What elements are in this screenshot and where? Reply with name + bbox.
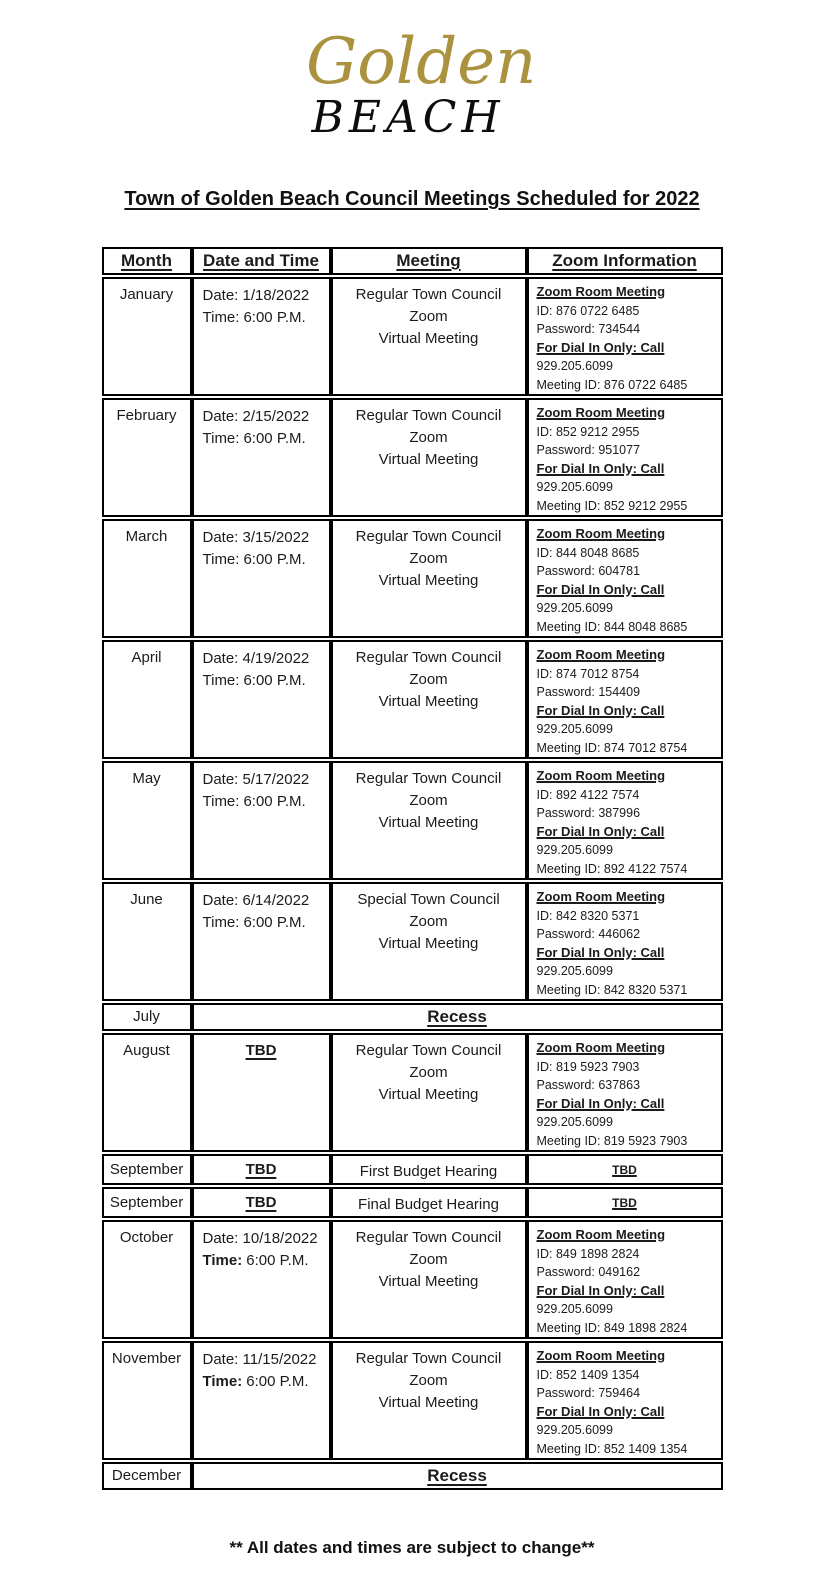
header-meeting: Meeting <box>331 247 527 275</box>
zoom-id: ID: 876 0722 6485 <box>536 303 640 318</box>
zoom-room-heading: Zoom Room Meeting <box>536 526 666 541</box>
zoom-id: ID: 852 1409 1354 <box>536 1367 640 1382</box>
zoom-id: ID: 844 8048 8685 <box>536 545 640 560</box>
zoom-room-heading: Zoom Room Meeting <box>536 889 666 904</box>
meeting-cell <box>331 882 527 1001</box>
zoom-room-heading: Zoom Room Meeting <box>536 284 666 299</box>
meeting-line1: Regular Town Council Zoom <box>355 770 502 809</box>
time-line <box>203 791 325 813</box>
month-cell: September <box>102 1187 192 1218</box>
date-tbd-cell: TBD <box>192 1154 331 1185</box>
zoom-id: ID: 852 9212 2955 <box>536 424 640 439</box>
time-label: Time: <box>202 551 240 568</box>
date-line: Date: 5/17/2022 <box>202 771 310 788</box>
zoom-info-cell <box>527 277 723 396</box>
zoom-meeting-id: Meeting ID: 874 7012 8754 <box>536 740 688 755</box>
subject-to-change-note: ** All dates and times are subject to change** <box>229 1538 595 1557</box>
table-row-april <box>102 640 723 759</box>
date-tbd-cell: TBD <box>192 1187 331 1218</box>
meeting-line1: Regular Town Council Zoom <box>355 407 502 446</box>
month-cell: October <box>102 1220 192 1339</box>
meeting-line2: Virtual Meeting <box>378 1086 479 1103</box>
month-cell: September <box>102 1154 192 1185</box>
date-line: Date: 4/19/2022 <box>202 650 310 667</box>
zoom-password: Password: 951077 <box>536 443 641 457</box>
zoom-info-cell <box>527 1341 723 1460</box>
zoom-meeting-id: Meeting ID: 842 8320 5371 <box>536 982 688 997</box>
logo-beach-caps: BEACH <box>311 92 505 143</box>
date-line: Date: 2/15/2022 <box>202 408 310 425</box>
meeting-cell <box>331 398 527 517</box>
meeting-line1: Special Town Council Zoom <box>357 891 500 930</box>
zoom-room-heading: Zoom Room Meeting <box>536 1348 666 1363</box>
zoom-tbd-cell: TBD <box>527 1154 723 1185</box>
time-line <box>203 307 325 329</box>
table-row-december-recess <box>102 1462 723 1490</box>
dial-in-heading: For Dial In Only: Call <box>536 460 665 476</box>
meeting-cell <box>331 640 527 759</box>
time-value: 6:00 P.M. <box>243 551 306 568</box>
time-line <box>203 428 325 450</box>
time-label: Time: <box>202 430 240 447</box>
time-label: Time: <box>202 914 240 931</box>
zoom-meeting-id: Meeting ID: 852 9212 2955 <box>536 498 688 513</box>
page-title: Town of Golden Beach Council Meetings Scheduled for 2022 <box>124 188 700 210</box>
meeting-cell <box>331 761 527 880</box>
zoom-meeting-id: Meeting ID: 892 4122 7574 <box>536 861 688 876</box>
date-line: Date: 1/18/2022 <box>202 287 310 304</box>
zoom-info-cell <box>527 761 723 880</box>
zoom-password: Password: 759464 <box>536 1386 641 1400</box>
zoom-password: Password: 387996 <box>536 806 641 820</box>
dial-in-phone: 929.205.6099 <box>536 722 613 736</box>
meeting-cell <box>331 1033 527 1152</box>
time-value: 6:00 P.M. <box>243 793 306 810</box>
date-line: Date: 11/15/2022 <box>202 1351 317 1368</box>
zoom-room-heading: Zoom Room Meeting <box>536 1040 666 1055</box>
dial-in-phone: 929.205.6099 <box>536 1115 613 1129</box>
table-row-february <box>102 398 723 517</box>
date-time-cell <box>192 1341 331 1460</box>
month-cell: April <box>102 640 192 759</box>
meeting-line2: Virtual Meeting <box>378 330 479 347</box>
zoom-meeting-id: Meeting ID: 844 8048 8685 <box>536 619 688 634</box>
date-line: Date: 6/14/2022 <box>202 892 310 909</box>
time-value: 6:00 P.M. <box>243 672 306 689</box>
zoom-info-cell <box>527 1220 723 1339</box>
zoom-tbd-cell: TBD <box>527 1187 723 1218</box>
town-logo <box>252 25 572 158</box>
meeting-cell <box>331 1341 527 1460</box>
dial-in-heading: For Dial In Only: Call <box>536 823 665 839</box>
meeting-line2: Virtual Meeting <box>378 935 479 952</box>
zoom-info-cell <box>527 640 723 759</box>
logo-golden-script: Golden <box>306 25 537 99</box>
zoom-password: Password: 604781 <box>536 564 641 578</box>
month-cell: March <box>102 519 192 638</box>
zoom-info-cell <box>527 519 723 638</box>
month-cell: August <box>102 1033 192 1152</box>
meeting-line2: Virtual Meeting <box>378 1394 479 1411</box>
date-time-cell <box>192 761 331 880</box>
meeting-cell: Final Budget Hearing <box>331 1187 527 1218</box>
meeting-line1: Regular Town Council Zoom <box>355 528 502 567</box>
zoom-id: ID: 874 7012 8754 <box>536 666 640 681</box>
time-value: 6:00 P.M. <box>243 309 306 326</box>
month-cell: January <box>102 277 192 396</box>
dial-in-phone: 929.205.6099 <box>536 359 613 373</box>
date-time-cell <box>192 519 331 638</box>
header-month: Month <box>102 247 192 275</box>
meeting-line2: Virtual Meeting <box>378 814 479 831</box>
table-row-june <box>102 882 723 1001</box>
table-row-january <box>102 277 723 396</box>
dial-in-phone: 929.205.6099 <box>536 1302 613 1316</box>
meeting-schedule-table <box>102 245 723 1492</box>
time-line <box>203 1250 325 1272</box>
time-value: 6:00 P.M. <box>243 430 306 447</box>
dial-in-heading: For Dial In Only: Call <box>536 339 665 355</box>
dial-in-heading: For Dial In Only: Call <box>536 1403 665 1419</box>
meeting-cell <box>331 277 527 396</box>
zoom-info-cell <box>527 1033 723 1152</box>
time-label: Time: <box>202 309 240 326</box>
header-date-time: Date and Time <box>192 247 331 275</box>
date-tbd-cell: TBD <box>192 1033 331 1152</box>
zoom-meeting-id: Meeting ID: 849 1898 2824 <box>536 1320 688 1335</box>
zoom-password: Password: 734544 <box>536 322 641 336</box>
time-line <box>203 549 325 571</box>
zoom-meeting-id: Meeting ID: 876 0722 6485 <box>536 377 688 392</box>
recess-cell: Recess <box>192 1003 723 1031</box>
zoom-room-heading: Zoom Room Meeting <box>536 647 666 662</box>
date-time-cell <box>192 398 331 517</box>
zoom-meeting-id: Meeting ID: 852 1409 1354 <box>536 1441 688 1456</box>
meeting-line2: Virtual Meeting <box>378 572 479 589</box>
month-cell: November <box>102 1341 192 1460</box>
date-line: Date: 10/18/2022 <box>202 1230 318 1247</box>
zoom-room-heading: Zoom Room Meeting <box>536 405 666 420</box>
zoom-id: ID: 842 8320 5371 <box>536 908 640 923</box>
table-row-may <box>102 761 723 880</box>
time-label: Time: <box>202 1373 243 1390</box>
dial-in-phone: 929.205.6099 <box>536 1423 613 1437</box>
zoom-room-heading: Zoom Room Meeting <box>536 1227 666 1242</box>
zoom-meeting-id: Meeting ID: 819 5923 7903 <box>536 1133 688 1148</box>
table-row-october <box>102 1220 723 1339</box>
zoom-password: Password: 154409 <box>536 685 641 699</box>
zoom-password: Password: 446062 <box>536 927 641 941</box>
dial-in-heading: For Dial In Only: Call <box>536 1282 665 1298</box>
dial-in-heading: For Dial In Only: Call <box>536 581 665 597</box>
meeting-cell <box>331 1220 527 1339</box>
zoom-id: ID: 819 5923 7903 <box>536 1059 640 1074</box>
table-row-september-final <box>102 1187 723 1218</box>
dial-in-phone: 929.205.6099 <box>536 480 613 494</box>
dial-in-heading: For Dial In Only: Call <box>536 944 665 960</box>
zoom-password: Password: 049162 <box>536 1265 641 1279</box>
meeting-line2: Virtual Meeting <box>378 451 479 468</box>
meeting-line1: Regular Town Council Zoom <box>355 1042 502 1081</box>
date-line: Date: 3/15/2022 <box>202 529 310 546</box>
meeting-line1: Regular Town Council Zoom <box>355 1229 502 1268</box>
dial-in-heading: For Dial In Only: Call <box>536 702 665 718</box>
date-time-cell <box>192 277 331 396</box>
zoom-id: ID: 892 4122 7574 <box>536 787 640 802</box>
time-label: Time: <box>202 1252 243 1269</box>
time-value: 6:00 P.M. <box>243 914 306 931</box>
time-value: 6:00 P.M. <box>246 1252 309 1269</box>
header-zoom-information: Zoom Information <box>527 247 723 275</box>
zoom-room-heading: Zoom Room Meeting <box>536 768 666 783</box>
table-row-november <box>102 1341 723 1460</box>
meeting-line2: Virtual Meeting <box>378 1273 479 1290</box>
meeting-cell: First Budget Hearing <box>331 1154 527 1185</box>
date-time-cell <box>192 640 331 759</box>
recess-cell: Recess <box>192 1462 723 1490</box>
dial-in-phone: 929.205.6099 <box>536 964 613 978</box>
time-line <box>203 670 325 692</box>
meeting-line1: Regular Town Council Zoom <box>355 1350 502 1389</box>
month-cell: December <box>102 1462 192 1490</box>
table-header-row <box>102 247 723 275</box>
zoom-id: ID: 849 1898 2824 <box>536 1246 640 1261</box>
table-row-july-recess <box>102 1003 723 1031</box>
dial-in-phone: 929.205.6099 <box>536 601 613 615</box>
table-row-september-first <box>102 1154 723 1185</box>
month-cell: May <box>102 761 192 880</box>
date-time-cell <box>192 882 331 1001</box>
table-row-august <box>102 1033 723 1152</box>
meeting-line2: Virtual Meeting <box>378 693 479 710</box>
dial-in-heading: For Dial In Only: Call <box>536 1095 665 1111</box>
time-label: Time: <box>202 793 240 810</box>
time-label: Time: <box>202 672 240 689</box>
time-value: 6:00 P.M. <box>246 1373 309 1390</box>
month-cell: February <box>102 398 192 517</box>
date-time-cell <box>192 1220 331 1339</box>
meeting-line1: Regular Town Council Zoom <box>355 649 502 688</box>
time-line <box>203 912 325 934</box>
zoom-info-cell <box>527 882 723 1001</box>
month-cell: June <box>102 882 192 1001</box>
zoom-password: Password: 637863 <box>536 1078 641 1092</box>
meeting-line1: Regular Town Council Zoom <box>355 286 502 325</box>
meeting-cell <box>331 519 527 638</box>
table-row-march <box>102 519 723 638</box>
dial-in-phone: 929.205.6099 <box>536 843 613 857</box>
zoom-info-cell <box>527 398 723 517</box>
month-cell: July <box>102 1003 192 1031</box>
time-line <box>203 1371 325 1393</box>
